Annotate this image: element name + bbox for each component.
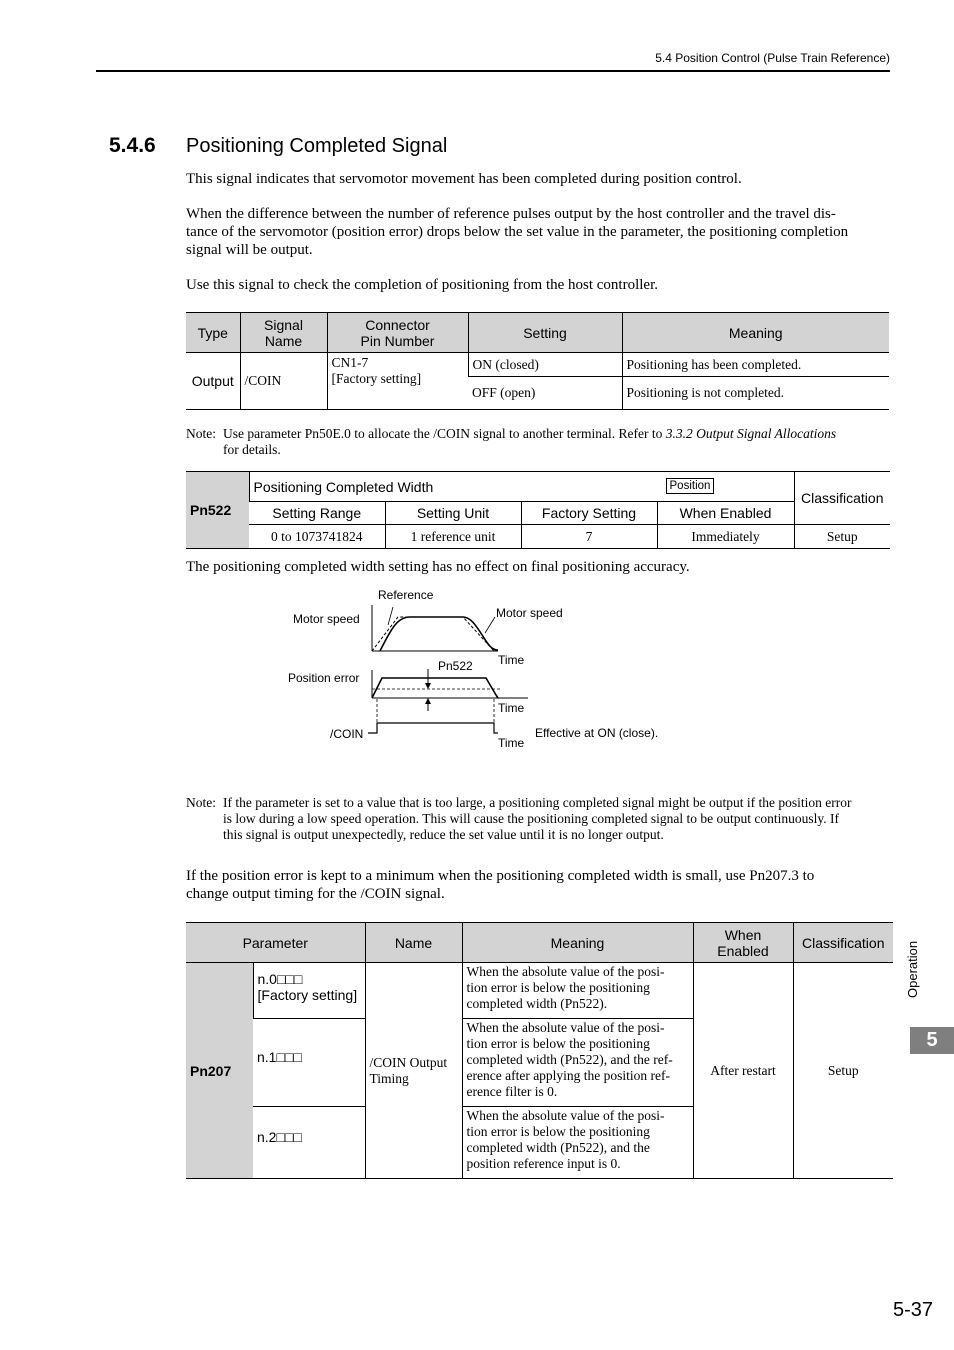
cell-pin: CN1-7 [Factory setting] <box>327 353 468 410</box>
pn522-arrow-down-head <box>425 683 431 689</box>
pn207-value-1: n.1□□□ <box>253 1019 365 1107</box>
paragraph-usage: Use this signal to check the completion of positioning from the host controller. <box>186 277 659 293</box>
note-body: If the parameter is set to a value that is too large, a positioning completed signal might be output if the position error is low during a low speed operation. This will cause the positioning completed signal to be output continuously. If this signal is output unexpectedly, reduce the set value until it is no longer output. <box>223 795 852 842</box>
label-motor-speed-right: Motor speed <box>496 606 563 620</box>
position-mode-badge: Position <box>666 478 715 494</box>
paragraph-intro: This signal indicates that servomotor movement has been completed during position control. <box>186 171 742 187</box>
section-number: 5.4.6 <box>109 134 156 157</box>
subheader-factory-setting: Factory Setting <box>521 502 657 525</box>
reference-curve <box>372 617 494 651</box>
pn207-when-enabled: After restart <box>693 963 793 1179</box>
value-when-enabled: Immediately <box>657 525 794 549</box>
pn522-classification-header: Classification <box>794 472 890 525</box>
pn207-name: /COIN Output Timing <box>365 963 462 1179</box>
pn207-meaning-0: When the absolute value of the posi- tion error is below the positioning completed width (Pn522). <box>462 963 693 1019</box>
note-label: Note: <box>186 426 216 441</box>
note-allocation <box>186 426 890 458</box>
paragraph-line: signal will be output. <box>186 242 313 258</box>
subheader-when-enabled: When Enabled <box>657 502 794 525</box>
pn207-classification: Setup <box>793 963 893 1179</box>
header-classification: Classification <box>793 923 893 963</box>
label-time-3: Time <box>498 736 525 750</box>
header-setting: Setting <box>468 313 622 353</box>
cell-off-meaning: Positioning is not completed. <box>622 377 889 410</box>
header-meaning: Meaning <box>622 313 889 353</box>
signal-table <box>186 312 889 410</box>
chapter-tab-label: Operation <box>905 940 920 998</box>
label-pn522: Pn522 <box>438 659 473 673</box>
pn207-value-0: n.0□□□ [Factory setting] <box>253 963 365 1019</box>
pn207-table <box>186 922 893 1179</box>
paragraph-pn207 <box>186 867 890 903</box>
chapter-tab-number: 5 <box>910 1027 954 1054</box>
pn207-header-row <box>186 923 893 963</box>
section-title: Positioning Completed Signal <box>186 135 448 157</box>
running-header: 5.4 Position Control (Pulse Train Reference) <box>655 51 890 65</box>
label-time-1: Time <box>498 653 525 667</box>
signal-table-row <box>186 353 889 377</box>
pn207-meaning-1: When the absolute value of the posi- tion error is below the positioning completed width (Pn522), and the ref- erence after applying the position ref- erence filter is 0. <box>462 1019 693 1107</box>
value-setting-range: 0 to 1073741824 <box>249 525 385 549</box>
label-effective: Effective at ON (close). <box>535 726 659 740</box>
cell-off-setting: OFF (open) <box>468 377 622 410</box>
paragraph-line: change output timing for the /COIN signal. <box>186 886 445 902</box>
header-name: Name <box>365 923 462 963</box>
note-reference: 3.3.2 Output Signal Allocations <box>665 426 837 441</box>
value-factory-setting: 7 <box>521 525 657 549</box>
timing-diagram <box>280 585 680 755</box>
pn207-value-2: n.2□□□ <box>253 1107 365 1179</box>
pn522-table <box>186 471 890 549</box>
pn207-param: Pn207 <box>186 963 253 1179</box>
paragraph-description <box>186 205 890 259</box>
pn522-subheader-row <box>186 502 890 525</box>
paragraph-line: tance of the servomotor (position error) drops below the set value in the parameter, the positioning completion <box>186 224 849 240</box>
motor-speed-curve <box>380 617 498 651</box>
note-label: Note: <box>186 795 216 810</box>
position-error-curve <box>372 678 498 698</box>
pn522-name-row <box>186 472 890 502</box>
label-position-error: Position error <box>288 671 360 685</box>
note-width-warning <box>186 795 890 843</box>
paragraph-line: If the position error is kept to a minimum when the positioning completed width is small, use Pn207.3 to <box>186 868 815 884</box>
header-meaning: Meaning <box>462 923 693 963</box>
pn207-row <box>186 963 893 1019</box>
cell-on-meaning: Positioning has been completed. <box>622 353 889 377</box>
paragraph-accuracy: The positioning completed width setting has no effect on final positioning accuracy. <box>186 559 690 575</box>
pn207-meaning-2: When the absolute value of the posi- tion error is below the positioning completed width (Pn522), and the position reference input is 0. <box>462 1107 693 1179</box>
header-connector-pin: Connector Pin Number <box>327 313 468 353</box>
pn522-name: Positioning Completed Width Position <box>249 472 794 502</box>
coin-signal-line <box>368 723 498 733</box>
cell-on-setting: ON (closed) <box>468 353 622 377</box>
header-parameter: Parameter <box>186 923 365 963</box>
label-reference: Reference <box>378 588 434 602</box>
pn522-arrow-up-head <box>425 698 431 704</box>
timing-diagram-svg <box>280 585 680 755</box>
header-rule <box>96 70 890 72</box>
value-setting-unit: 1 reference unit <box>385 525 521 549</box>
cell-signal: /COIN <box>240 353 327 410</box>
value-classification: Setup <box>794 525 890 549</box>
paragraph-line: When the difference between the number of reference pulses output by the host controller and the travel dis- <box>186 206 836 222</box>
cell-type: Output <box>186 353 240 410</box>
signal-table-header-row <box>186 313 889 353</box>
label-time-2: Time <box>498 701 525 715</box>
motor-speed-leader <box>485 617 495 633</box>
subheader-setting-range: Setting Range <box>249 502 385 525</box>
label-coin: /COIN <box>330 727 364 741</box>
note-body: Use parameter Pn50E.0 to allocate the /COIN signal to another terminal. Refer to 3.3.2 Output Signal Allocations for details. <box>223 426 837 457</box>
header-type: Type <box>186 313 240 353</box>
pn522-param: Pn522 <box>186 472 249 549</box>
header-when-enabled: When Enabled <box>693 923 793 963</box>
header-signal-name: Signal Name <box>240 313 327 353</box>
reference-leader <box>388 607 393 625</box>
pn522-value-row <box>186 525 890 549</box>
page-number: 5-37 <box>893 1299 934 1321</box>
subheader-setting-unit: Setting Unit <box>385 502 521 525</box>
label-motor-speed-left: Motor speed <box>293 612 360 626</box>
